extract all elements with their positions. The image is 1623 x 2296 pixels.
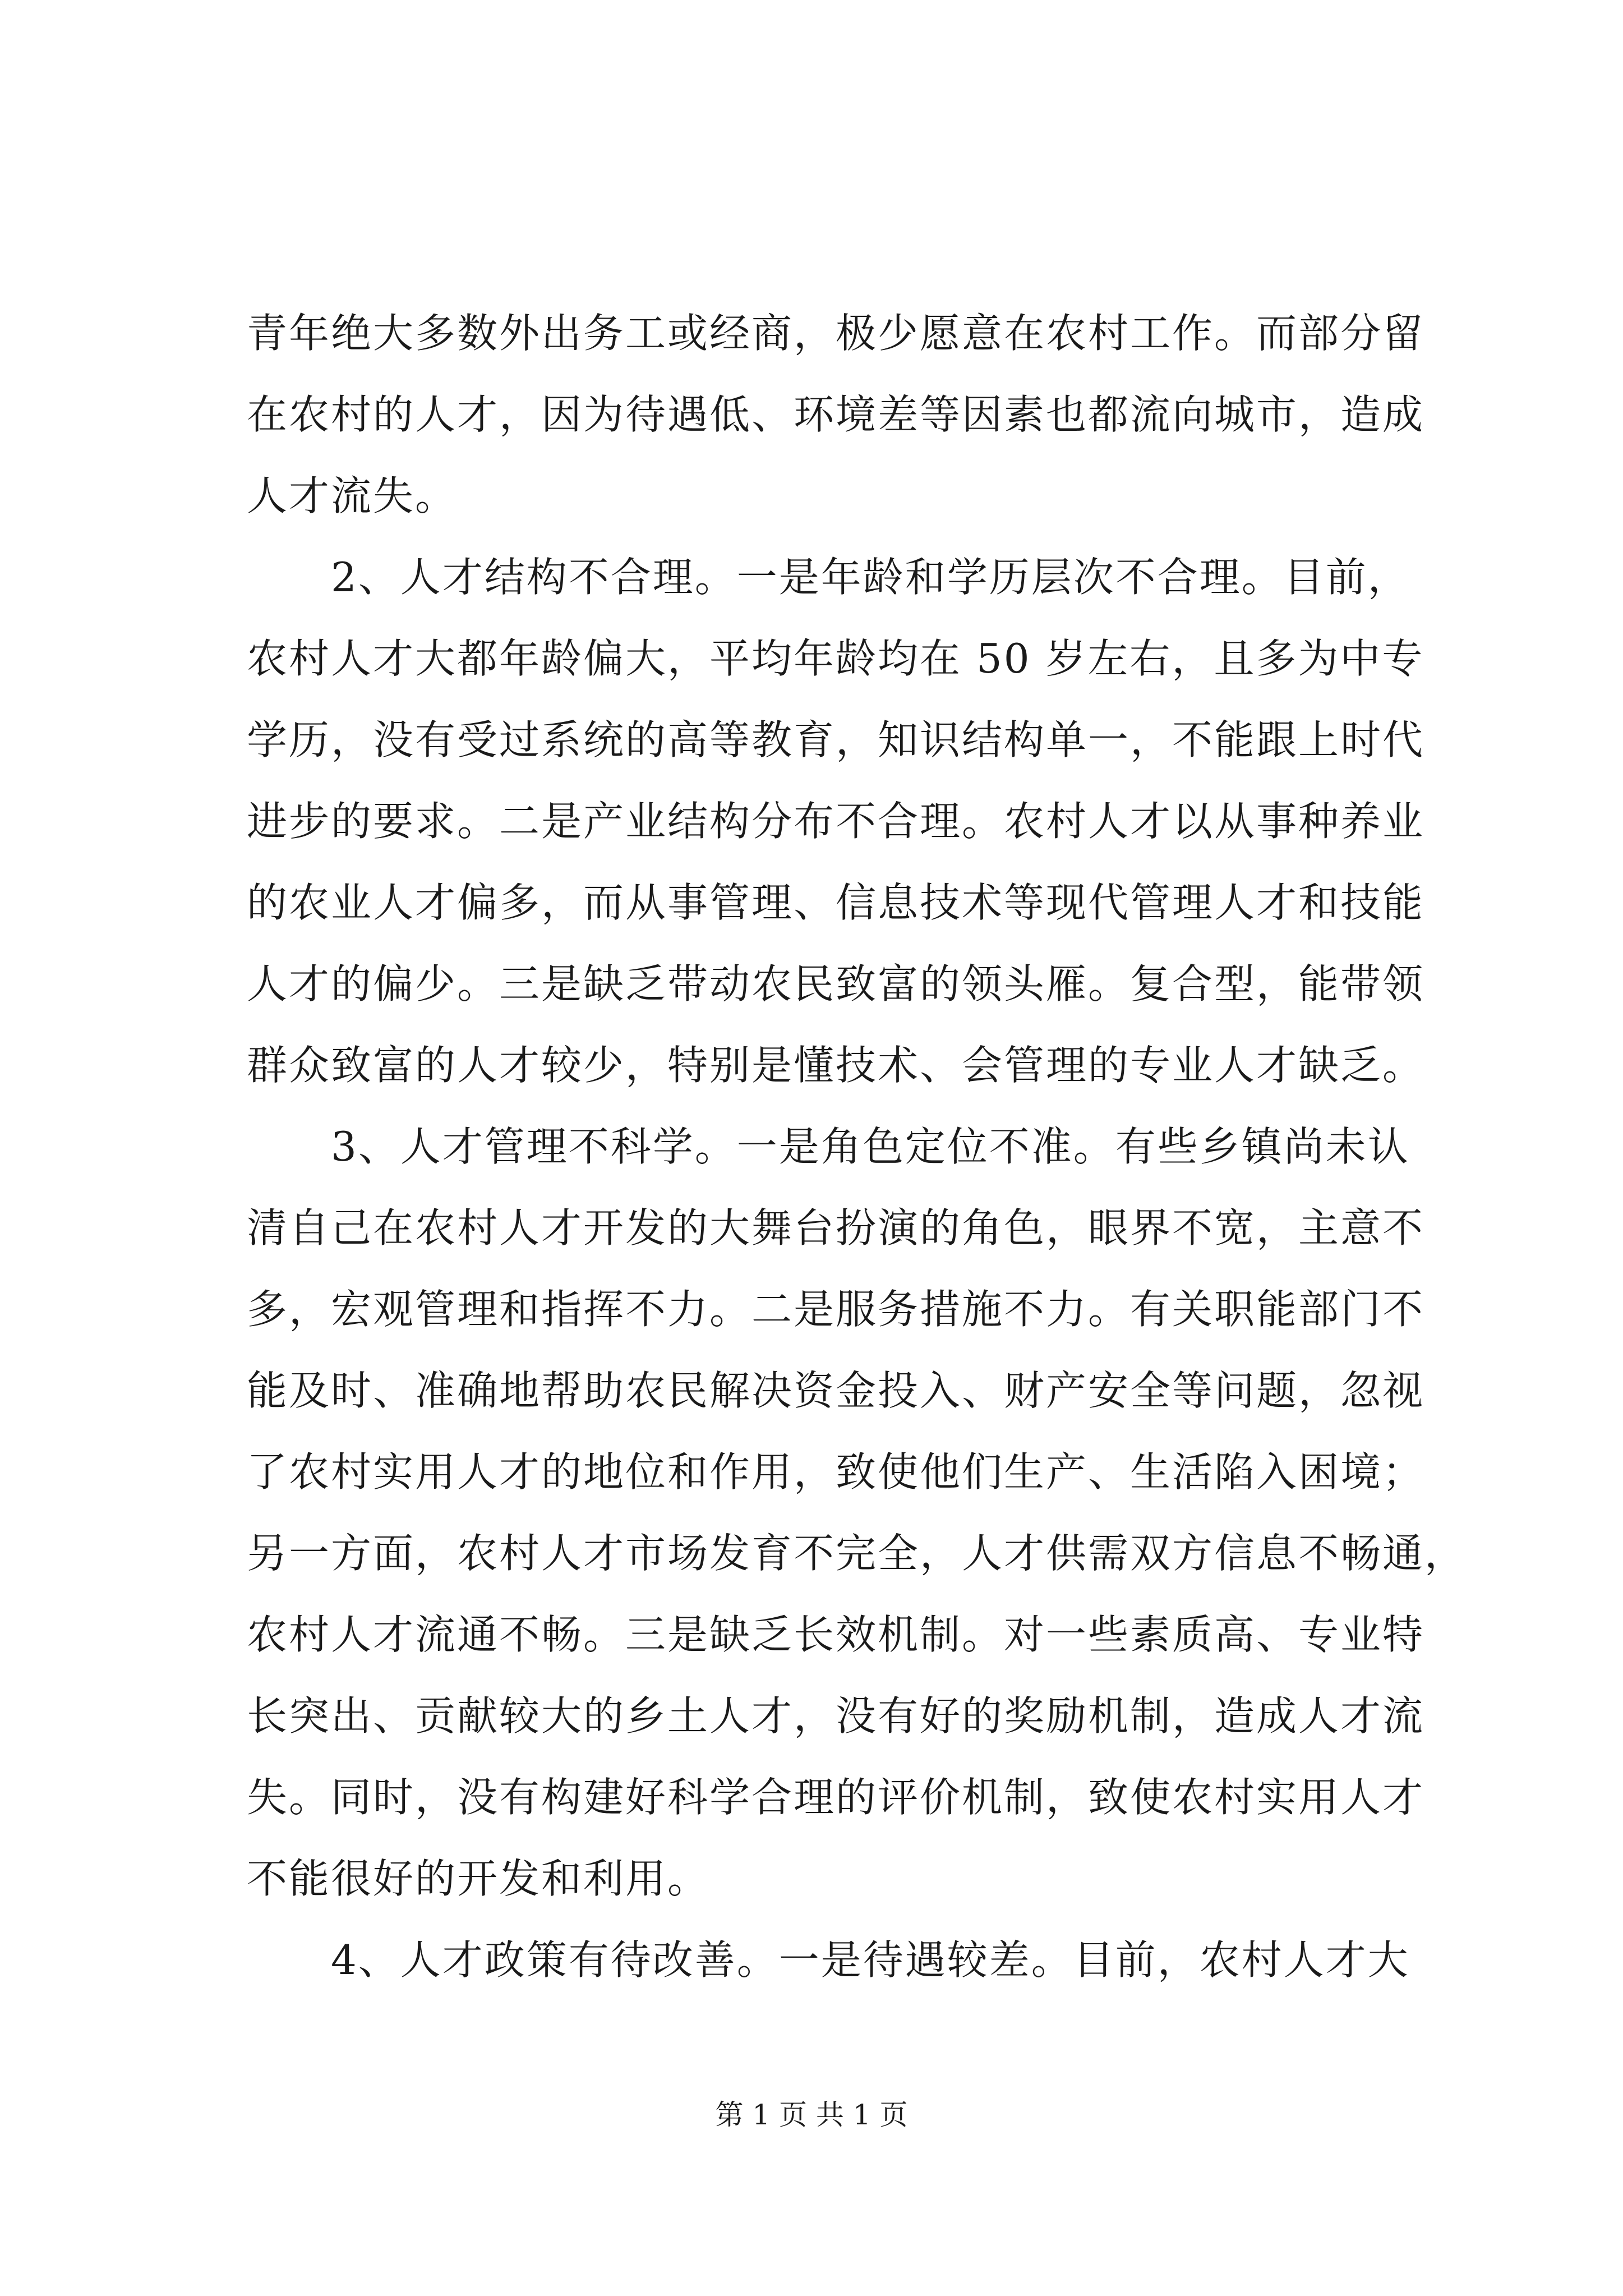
text-line: 在农村的人才，因为待遇低、环境差等因素也都流向城市，造成	[247, 391, 1425, 438]
text-line: 另一方面，农村人才市场发育不完全，人才供需双方信息不畅通，	[247, 1530, 1467, 1577]
text-line: 人才的偏少。三是缺乏带动农民致富的领头雁。复合型，能带领	[247, 960, 1425, 1007]
text-line: 的农业人才偏多，而从事管理、信息技术等现代管理人才和技能	[247, 879, 1425, 926]
text-line: 进步的要求。二是产业结构分布不合理。农村人才以从事种养业	[247, 798, 1425, 845]
paragraph-start-line: 2、人才结构不合理。一是年龄和学历层次不合理。目前，	[247, 554, 1410, 601]
text-line: 群众致富的人才较少，特别是懂技术、会管理的专业人才缺乏。	[247, 1042, 1425, 1089]
text-line: 不能很好的开发和利用。	[247, 1855, 710, 1902]
text-line: 青年绝大多数外出务工或经商，极少愿意在农村工作。而部分留	[247, 310, 1425, 357]
text-line: 学历，没有受过系统的高等教育，知识结构单一，不能跟上时代	[247, 716, 1425, 763]
paragraph-start-line: 3、人才管理不科学。一是角色定位不准。有些乡镇尚未认	[247, 1123, 1410, 1170]
text-line: 清自己在农村人才开发的大舞台扮演的角色，眼界不宽，主意不	[247, 1204, 1425, 1251]
text-line: 人才流失。	[247, 472, 458, 519]
paragraph-start-line: 4、人才政策有待改善。一是待遇较差。目前，农村人才大	[247, 1936, 1410, 1984]
text-line: 了农村实用人才的地位和作用，致使他们生产、生活陷入困境；	[247, 1448, 1425, 1496]
page-footer: 第 1 页 共 1 页	[715, 2099, 908, 2131]
text-line: 失。同时，没有构建好科学合理的评价机制，致使农村实用人才	[247, 1774, 1425, 1821]
text-line: 能及时、准确地帮助农民解决资金投入、财产安全等问题，忽视	[247, 1367, 1425, 1414]
text-line: 多，宏观管理和指挥不力。二是服务措施不力。有关职能部门不	[247, 1286, 1425, 1333]
text-line: 长突出、贡献较大的乡土人才，没有好的奖励机制，造成人才流	[247, 1692, 1425, 1740]
text-line: 农村人才流通不畅。三是缺乏长效机制。对一些素质高、专业特	[247, 1611, 1425, 1658]
text-line: 农村人才大都年龄偏大，平均年龄均在 50 岁左右，且多为中专	[247, 635, 1424, 682]
document-body	[247, 286, 1467, 2001]
